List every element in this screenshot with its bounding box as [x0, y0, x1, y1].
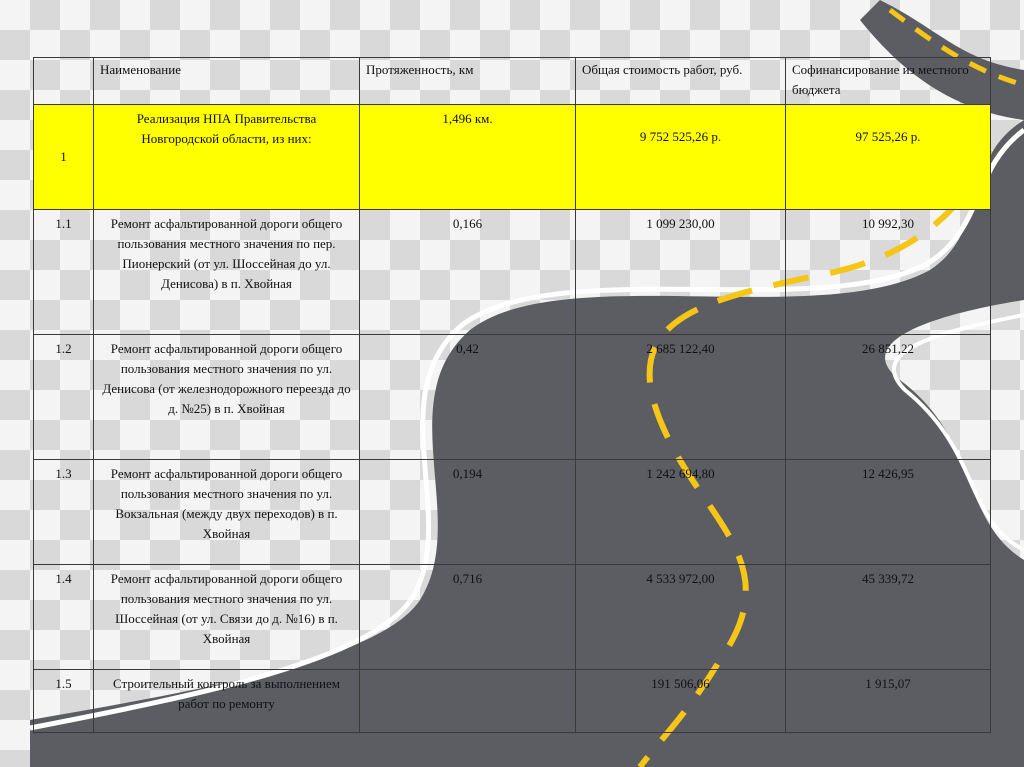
row-cost: 4 533 972,00 [576, 565, 786, 670]
row-cofinancing: 12 426,95 [786, 460, 991, 565]
table-header-row [34, 58, 991, 105]
row-length: 0,42 [360, 335, 576, 460]
table-row [34, 565, 991, 670]
table-row [34, 210, 991, 335]
row-length: 1,496 км. [360, 105, 576, 210]
row-cost: 2 685 122,40 [576, 335, 786, 460]
row-name: Ремонт асфальтированной дороги общего пользования местного значения по ул. Денисова (от железнодорожного переезда до д. №25) в п. Хвойная [94, 335, 360, 460]
row-num: 1.5 [34, 670, 94, 733]
header-num [34, 58, 94, 105]
row-name: Реализация НПА Правительства Новгородской области, из них: [94, 105, 360, 210]
row-name: Ремонт асфальтированной дороги общего пользования местного значения по ул. Шоссейная (от ул. Связи до д. №16) в п. Хвойная [94, 565, 360, 670]
table-row [34, 335, 991, 460]
row-length: 0,194 [360, 460, 576, 565]
row-cofinancing: 97 525,26 р. [786, 105, 991, 210]
row-name: Строительный контроль за выполнением работ по ремонту [94, 670, 360, 733]
row-cost: 191 506,06 [576, 670, 786, 733]
row-cost: 1 099 230,00 [576, 210, 786, 335]
row-cost: 9 752 525,26 р. [576, 105, 786, 210]
row-length: 0,166 [360, 210, 576, 335]
header-cost: Общая стоимость работ, руб. [576, 58, 786, 105]
row-cofinancing: 1 915,07 [786, 670, 991, 733]
table-row [34, 670, 991, 733]
row-cofinancing: 45 339,72 [786, 565, 991, 670]
row-cofinancing: 26 851,22 [786, 335, 991, 460]
header-cofinancing: Софинансирование из местного бюджета [786, 58, 991, 105]
row-num: 1.2 [34, 335, 94, 460]
row-num: 1.1 [34, 210, 94, 335]
road-repair-table [33, 57, 991, 733]
header-length: Протяженность, км [360, 58, 576, 105]
row-name: Ремонт асфальтированной дороги общего пользования местного значения по ул. Вокзальная (между двух переходов) в п. Хвойная [94, 460, 360, 565]
row-num: 1.4 [34, 565, 94, 670]
row-num: 1.3 [34, 460, 94, 565]
row-num: 1 [34, 105, 94, 210]
table-row [34, 460, 991, 565]
header-name: Наименование [94, 58, 360, 105]
row-cofinancing: 10 992,30 [786, 210, 991, 335]
table-row-total [34, 105, 991, 210]
row-length [360, 670, 576, 733]
row-cost: 1 242 694,80 [576, 460, 786, 565]
row-name: Ремонт асфальтированной дороги общего пользования местного значения по пер. Пионерский (от ул. Шоссейная до ул. Денисова) в п. Хвойная [94, 210, 360, 335]
row-length: 0,716 [360, 565, 576, 670]
